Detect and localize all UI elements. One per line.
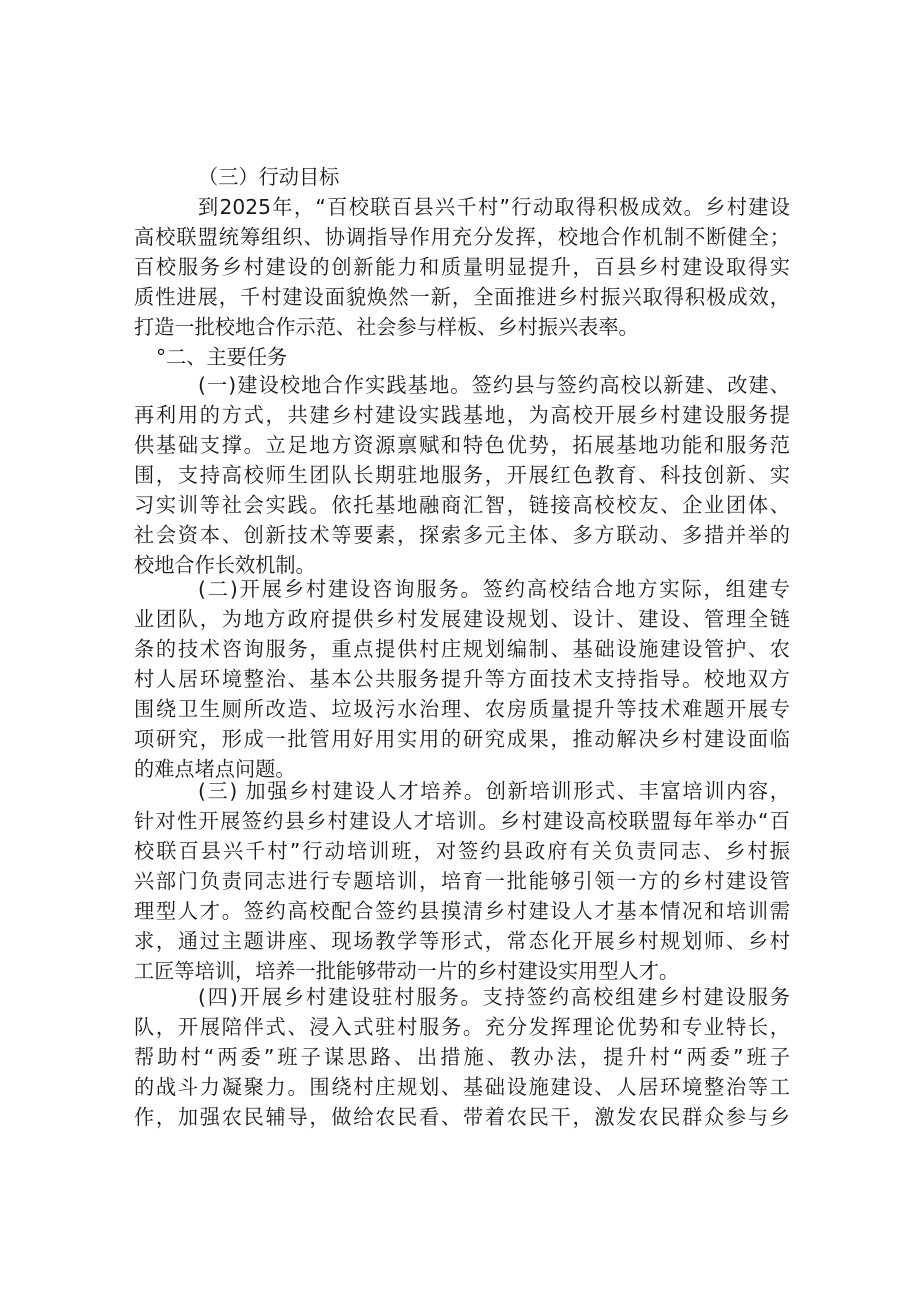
paragraph-line: 打造一批校地合作示范、社会参与样板、乡村振兴表率。	[134, 315, 639, 339]
paragraph-line: 校地合作长效机制。	[134, 553, 316, 577]
paragraph-line: 的战斗力凝聚力。围绕村庄规划、基础设施建设、人居环境整治等工	[134, 1075, 790, 1099]
section-talent-training	[134, 776, 790, 986]
paragraph-line: 围，支持高校师生团队长期驻地服务，开展红色教育、科技创新、实	[134, 463, 790, 487]
paragraph-line: 业团队，为地方政府提供乡村发展建设规划、设计、建设、管理全链	[134, 607, 790, 631]
paragraph-line: 百校服务乡村建设的创新能力和质量明显提升，百县乡村建设取得实	[134, 255, 790, 279]
paragraph-line: 习实训等社会实践。依托基地融商汇智，链接高校校友、企业团体、	[134, 493, 790, 517]
paragraph-line: 校联百县兴千村”行动培训班，对签约县政府有关负责同志、乡村振	[134, 839, 790, 863]
paragraph-line: 项研究，形成一批管用好用实用的研究成果，推动解决乡村建设面临	[134, 727, 790, 751]
paragraph-line: 供基础支撑。立足地方资源禀赋和特色优势，拓展基地功能和服务范	[134, 433, 790, 457]
paragraph-line: (三) 加强乡村建设人才培养。创新培训形式、丰富培训内容，	[198, 779, 790, 803]
section-consulting	[134, 574, 790, 784]
paragraph-line: 帮助村“两委”班子谋思路、出措施、教办法，提升村“两委”班子	[134, 1045, 790, 1069]
paragraph-line: 求，通过主题讲座、现场教学等形式，常态化开展乡村规划师、乡村	[134, 929, 790, 953]
paragraph-line: 条的技术咨询服务，重点提供村庄规划编制、基础设施建设管护、农	[134, 637, 790, 661]
paragraph-line: 工匠等培训，培养一批能够带动一片的乡村建设实用型人才。	[134, 959, 680, 983]
paragraph-line: 到2025年，“百校联百县兴千村”行动取得积极成效。乡村建设	[198, 195, 790, 219]
paragraph-line: 理型人才。签约高校配合签约县摸清乡村建设人才基本情况和培训需	[134, 899, 790, 923]
paragraph-line: 兴部门负责同志进行专题培训，培育一批能够引领一方的乡村建设管	[134, 869, 790, 893]
paragraph-line: 村人居环境整治、基本公共服务提升等方面技术支持指导。校地双方	[134, 667, 790, 691]
paragraph-line: 质性进展，千村建设面貌焕然一新，全面推进乡村振兴取得积极成效，	[134, 285, 790, 309]
paragraph-line: 高校联盟统筹组织、协调指导作用充分发挥，校地合作机制不断健全；	[134, 225, 790, 249]
paragraph-line: 再利用的方式，共建乡村建设实践基地，为高校开展乡村建设服务提	[134, 403, 790, 427]
paragraph-line: 针对性开展签约县乡村建设人才培训。乡村建设高校联盟每年举办“百	[134, 809, 790, 833]
paragraph-line: (一)建设校地合作实践基地。签约县与签约高校以新建、改建、	[198, 373, 790, 397]
paragraph-line: (二)开展乡村建设咨询服务。签约高校结合地方实际，组建专	[198, 577, 790, 601]
paragraph-line: 作，加强农民辅导，做给农民看、带着农民干，激发农民群众参与乡	[134, 1105, 790, 1129]
section-village-service	[134, 982, 790, 1132]
paragraph-line: 社会资本、创新技术等要素，探索多元主体、多方联动、多措并举的	[134, 523, 790, 547]
section-action-goals	[134, 162, 790, 372]
section-practice-base	[134, 370, 790, 580]
heading-main-tasks: °二、主要任务	[156, 345, 288, 369]
paragraph-line: 围绕卫生厕所改造、垃圾污水治理、农房质量提升等技术难题开展专	[134, 697, 790, 721]
heading-action-goals: （三）行动目标	[198, 165, 340, 189]
paragraph-line: 的难点堵点问题。	[134, 757, 296, 781]
paragraph-line: 队，开展陪伴式、浸入式驻村服务。充分发挥理论优势和专业特长，	[134, 1015, 790, 1039]
paragraph-line: (四)开展乡村建设驻村服务。支持签约高校组建乡村建设服务	[198, 985, 790, 1009]
